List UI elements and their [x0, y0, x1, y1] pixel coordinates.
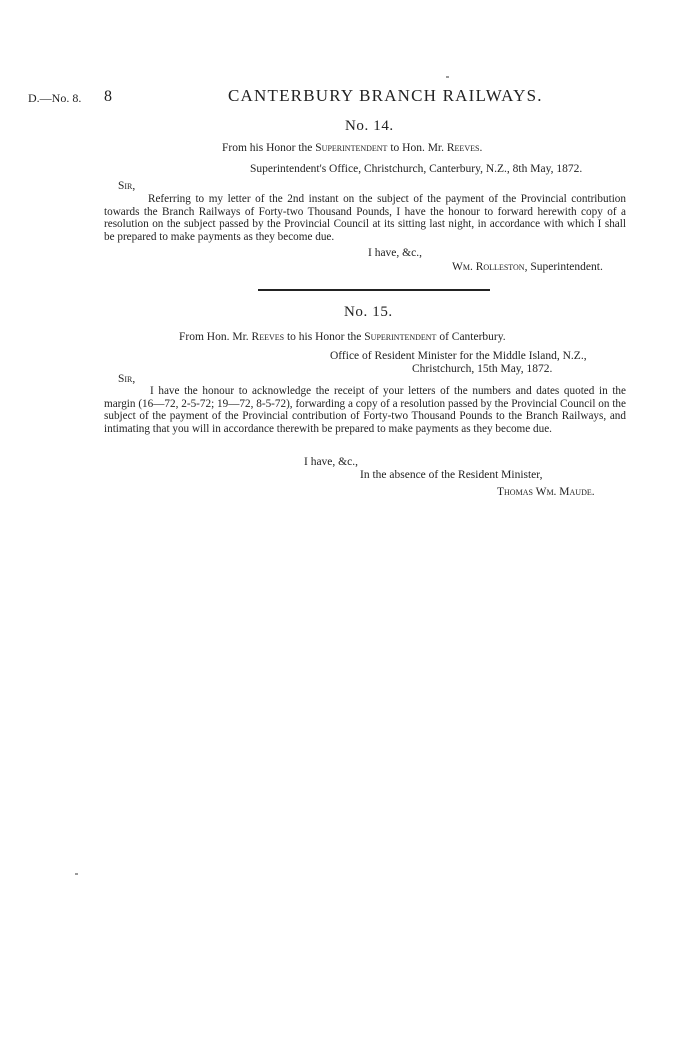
- letter-body: Referring to my letter of the 2nd instant on the subject of the payment of the Provincial contribution towards the Branch Railways of Forty-two Thousand Pounds, I have the honour to forward herewith copy of a resolution on the subject passed by the Provincial Council at its sitting last night, in accordance with which I shall be prepared to make payments as they become due.: [104, 193, 626, 243]
- closing: I have, &c.,: [368, 247, 422, 259]
- signature-title: , Superintendent.: [524, 261, 603, 273]
- letter-from-line: [179, 331, 506, 344]
- from-middle: to his Honor the: [284, 331, 365, 343]
- signature-name: Thomas Wm. Maude.: [497, 486, 595, 498]
- to-name: Reeves: [446, 142, 480, 154]
- salutation: Sir,: [118, 180, 136, 192]
- scan-speck: [75, 873, 78, 875]
- document-reference: D.—No. 8.: [28, 91, 82, 105]
- running-title: CANTERBURY BRANCH RAILWAYS.: [228, 86, 543, 105]
- place-date-line: Superintendent's Office, Christchurch, Canterbury, N.Z., 8th May, 1872.: [250, 163, 583, 175]
- from-suffix: .: [479, 142, 483, 154]
- scan-speck: [446, 76, 449, 78]
- letter-number: No. 14.: [345, 118, 394, 134]
- signature-name: Wm. Rolleston: [452, 261, 525, 273]
- letter-number: No. 15.: [344, 304, 393, 320]
- page-number: 8: [104, 88, 112, 105]
- from-title: Superintendent: [315, 142, 388, 154]
- salutation: Sir,: [118, 373, 136, 385]
- section-divider: [258, 289, 490, 291]
- from-name: Reeves: [251, 331, 285, 343]
- from-prefix: From his Honor the: [222, 142, 316, 154]
- to-title: Superintendent: [364, 331, 437, 343]
- signature: [452, 261, 603, 274]
- from-suffix: of Canterbury.: [436, 331, 506, 343]
- place-date-line: Office of Resident Minister for the Middle Island, N.Z.,: [330, 350, 587, 362]
- from-prefix: From Hon. Mr.: [179, 331, 252, 343]
- letter-from-line: [222, 142, 482, 155]
- closing-note: In the absence of the Resident Minister,: [360, 469, 543, 481]
- from-middle: to Hon. Mr.: [387, 142, 447, 154]
- letter-body: I have the honour to acknowledge the receipt of your letters of the numbers and dates quoted in the margin (16—72, 2-5-72; 19—72, 8-5-72), forwarding a copy of a resolution passed by the Provincial Council on the subject of the payment of the Provincial contribution of Forty-two Thousand Pounds to the Branch Railways, and intimating that you will in accordance therewith be prepared to make payments as they become due.: [104, 385, 626, 435]
- place-date-line: Christchurch, 15th May, 1872.: [412, 363, 553, 375]
- closing: I have, &c.,: [304, 456, 358, 468]
